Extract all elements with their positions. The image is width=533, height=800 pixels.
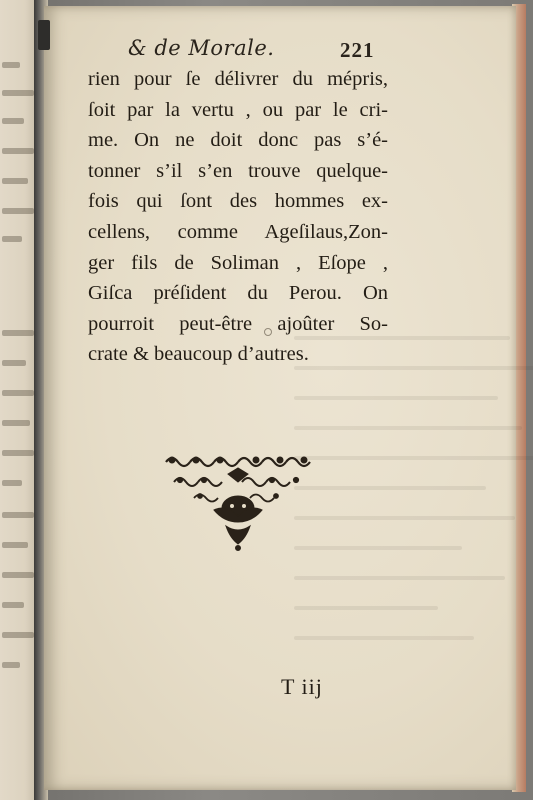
facing-text-fragment <box>2 90 34 96</box>
facing-text-fragment <box>2 118 24 124</box>
text-line: fois qui ſont des hommes ex- <box>88 190 388 213</box>
page-number: 221 <box>340 38 375 62</box>
facing-text-fragment <box>2 662 20 668</box>
facing-text-fragment <box>2 148 34 154</box>
facing-text-fragment <box>2 512 34 518</box>
text-line: cellens, comme Ageſilaus,Zon- <box>88 220 388 243</box>
text-line: pourroit peut-être ajoûter So- <box>88 312 388 335</box>
paper-mark <box>264 328 272 336</box>
facing-text-fragment <box>2 450 34 456</box>
facing-text-fragment <box>2 62 20 68</box>
show-through-text <box>294 336 533 696</box>
text-line: crate & beaucoup d’autres. <box>88 343 309 366</box>
text-line: me. On ne doit donc pas s’é- <box>88 129 388 152</box>
facing-text-fragment <box>2 178 28 184</box>
text-line: ſoit par la vertu , ou par le cri- <box>88 98 388 121</box>
facing-text-fragment <box>2 602 24 608</box>
text-line: tonner s’il s’en trouve quelque- <box>88 159 388 182</box>
facing-text-fragment <box>2 236 22 242</box>
cul-de-lampe-ornament-icon <box>162 452 314 552</box>
body-text <box>88 64 388 370</box>
facing-page-fragment <box>0 0 36 800</box>
text-line: rien pour ſe délivrer du mépris, <box>88 68 388 90</box>
facing-text-fragment <box>2 480 22 486</box>
text-line: Giſca préſident du Perou. On <box>88 282 388 305</box>
facing-text-fragment <box>2 330 34 336</box>
text-line: ger fils de Soliman , Eſope , <box>88 251 388 274</box>
facing-text-fragment <box>2 420 30 426</box>
facing-text-fragment <box>2 208 34 214</box>
facing-text-fragment <box>2 360 26 366</box>
signature-mark: T iij <box>281 674 323 699</box>
facing-text-fragment <box>2 572 34 578</box>
running-head: & de Morale. <box>128 36 275 60</box>
facing-text-fragment <box>2 632 34 638</box>
facing-text-fragment <box>2 542 28 548</box>
facing-text-fragment <box>2 390 34 396</box>
page-clip <box>38 20 50 50</box>
